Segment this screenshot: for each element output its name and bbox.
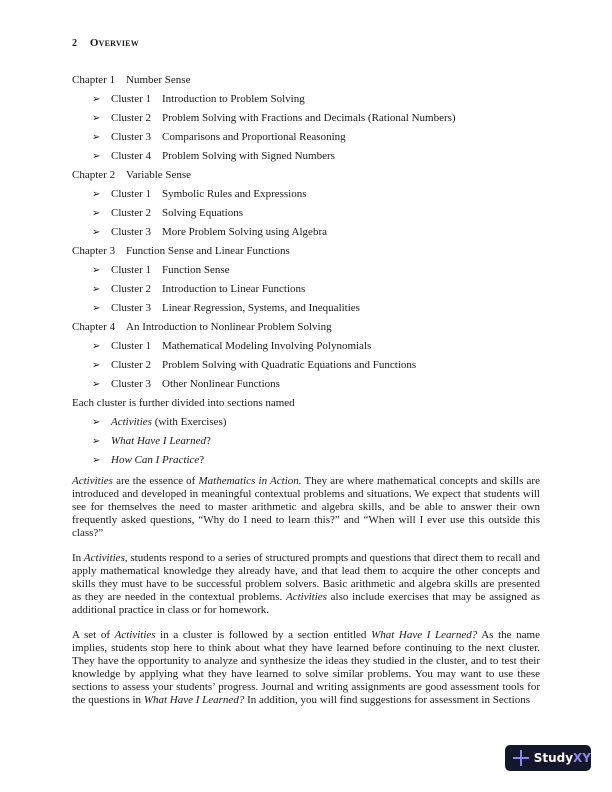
cluster-item: ➢ Cluster 4 Problem Solving with Signed Numbers bbox=[72, 147, 542, 166]
body-text bbox=[72, 475, 540, 719]
arrow-bullet-icon: ➢ bbox=[92, 94, 101, 105]
chapter-outline bbox=[72, 71, 542, 470]
arrow-bullet-icon: ➢ bbox=[92, 189, 101, 200]
arrow-bullet-icon: ➢ bbox=[92, 132, 101, 143]
section-item: ➢ Activities (with Exercises) bbox=[72, 413, 542, 432]
brand-logo: StudyXY bbox=[533, 751, 591, 765]
arrow-bullet-icon: ➢ bbox=[92, 113, 101, 124]
arrow-bullet-icon: ➢ bbox=[92, 265, 101, 276]
chapter-heading: Chapter 1 Number Sense bbox=[72, 74, 191, 86]
running-title: Overview bbox=[89, 37, 139, 49]
arrow-bullet-icon: ➢ bbox=[92, 455, 101, 466]
cluster-item: ➢ Cluster 3 Linear Regression, Systems, and Inequalities bbox=[72, 299, 542, 318]
cluster-item: ➢ Cluster 2 Problem Solving with Quadratic Equations and Functions bbox=[72, 356, 542, 375]
chapter-heading: Chapter 2 Variable Sense bbox=[72, 169, 192, 181]
arrow-bullet-icon: ➢ bbox=[92, 208, 101, 219]
section-item: ➢ What Have I Learned? bbox=[72, 432, 542, 451]
arrow-bullet-icon: ➢ bbox=[92, 360, 101, 371]
chapter-heading: Chapter 3 Function Sense and Linear Functions bbox=[72, 245, 290, 257]
arrow-bullet-icon: ➢ bbox=[92, 417, 101, 428]
paragraph-what-have-i-learned: A set of Activities in a cluster is followed by a section entitled What Have I Learned? As the name implies, students stop here to think about what they have learned before continuing to the next cluster. They have the opportunity to analyze and synthesize the ideas they studied in the cluster, and to test their knowledge by applying what they have learned to solve similar problems. You may want to use these sections to assess your students’ progress. Journal and writing assignments are good assessment tools for the questions in What Have I Learned? In addition, you will find suggestions for assessment in Sections bbox=[72, 629, 540, 706]
arrow-bullet-icon: ➢ bbox=[92, 284, 101, 295]
cluster-item: ➢ Cluster 2 Introduction to Linear Functions bbox=[72, 280, 542, 299]
arrow-bullet-icon: ➢ bbox=[92, 436, 101, 447]
cluster-item: ➢ Cluster 1 Introduction to Problem Solving bbox=[72, 90, 542, 109]
sections-intro: Each cluster is further divided into sections named bbox=[72, 397, 295, 409]
arrow-bullet-icon: ➢ bbox=[92, 379, 101, 390]
page-header bbox=[72, 37, 139, 49]
arrow-bullet-icon: ➢ bbox=[92, 151, 101, 162]
arrow-bullet-icon: ➢ bbox=[92, 227, 101, 238]
cluster-item: ➢ Cluster 3 More Problem Solving using Algebra bbox=[72, 223, 542, 242]
cluster-item: ➢ Cluster 3 Other Nonlinear Functions bbox=[72, 375, 542, 394]
cluster-item: ➢ Cluster 1 Symbolic Rules and Expressions bbox=[72, 185, 542, 204]
plus-icon bbox=[513, 750, 528, 766]
paragraph-in-activities: In Activities, students respond to a series of structured prompts and questions that direct them to recall and apply mathematical knowledge they already have, and that lead them to acquire the other concepts and skills they must have to be successful problem solvers. Basic arithmetic and algebra skills are presented as they are needed in the contextual problems. Activities also include exercises that may be assigned as additional practice in class or for homework. bbox=[72, 552, 541, 616]
chapter-heading: Chapter 4 An Introduction to Nonlinear Problem Solving bbox=[72, 321, 332, 333]
paragraph-activities: Activities are the essence of Mathematics in Action. They are where mathematical concepts and skills are introduced and developed in meaningful contextual problems and situations. We expect that students will see for themselves the need to master arithmetic and algebra skills, and be able to answer their own frequently asked questions, “Why do I need to learn this?” and “When will I ever use this outside this class?” bbox=[72, 475, 540, 539]
cluster-item: ➢ Cluster 3 Comparisons and Proportional Reasoning bbox=[72, 128, 542, 147]
studyxy-badge[interactable] bbox=[505, 745, 591, 771]
cluster-item: ➢ Cluster 2 Problem Solving with Fractions and Decimals (Rational Numbers) bbox=[72, 109, 542, 128]
page-number: 2 bbox=[72, 38, 78, 49]
arrow-bullet-icon: ➢ bbox=[92, 341, 101, 352]
cluster-item: ➢ Cluster 1 Function Sense bbox=[72, 261, 542, 280]
section-item: ➢ How Can I Practice? bbox=[72, 451, 542, 470]
arrow-bullet-icon: ➢ bbox=[92, 303, 101, 314]
cluster-item: ➢ Cluster 1 Mathematical Modeling Involving Polynomials bbox=[72, 337, 542, 356]
cluster-item: ➢ Cluster 2 Solving Equations bbox=[72, 204, 542, 223]
